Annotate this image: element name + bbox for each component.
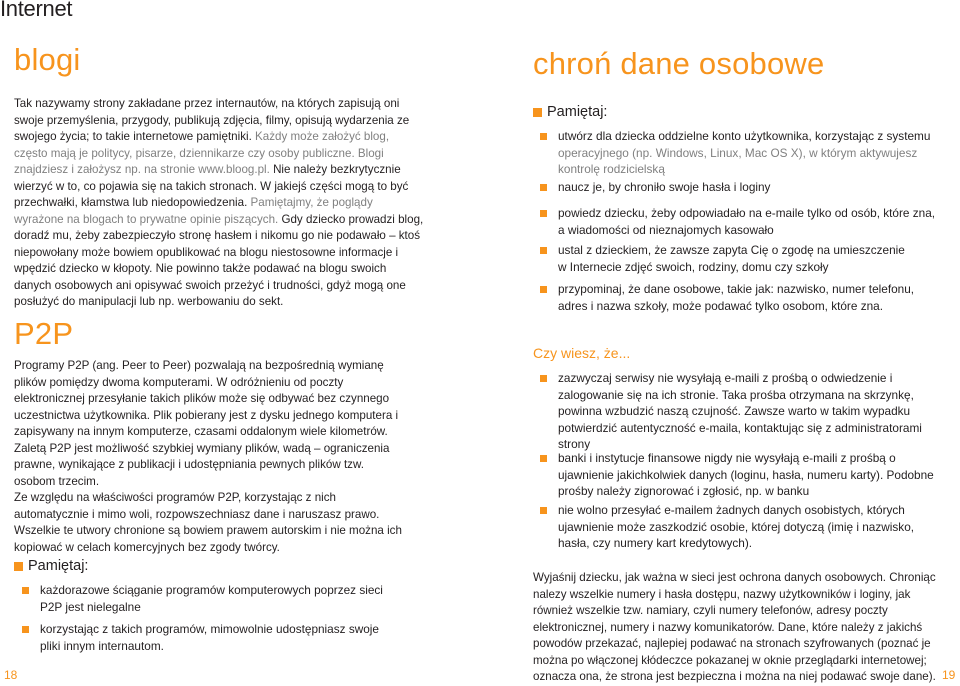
right-remember-text: Pamiętaj: xyxy=(547,104,608,120)
bullet-square-icon xyxy=(540,375,547,382)
bullet-square-icon xyxy=(22,587,29,594)
sentence: Nie powinno także podawać na blogu swoich danych osobowych ani opisywać swoich przeżyć i trudności, gdyż mogą one posłużyć do manipulacji lub np. werbowaniu do sekt. xyxy=(14,262,406,308)
sentence: Nie należy bezkrytycznie wierzyć w to, co pojawia się na takich stronach. W jakiejś części mogą to być przechwałki, kłamstwa lub niedopowiedzenia. xyxy=(14,163,409,209)
list-item: utwórz dla dziecka oddzielne konto użytkownika, korzystając z systemu operacyjnego (np. Windows, Linux, Mac OS X), w którym aktywujesz kontrolę rodzicielską xyxy=(540,128,950,178)
page-number-right: 19 xyxy=(942,668,956,682)
chron-dane-heading: chroń dane osobowe xyxy=(533,46,825,81)
bullet-square-icon xyxy=(22,626,29,633)
sentence: Gdy dziecko prowadzi blog, doradź mu, żeby zabezpieczyło stronę hasłem i nikomu go nie podawało – ktoś niepowołany może bowiem opublikować na blogu niestosowne informacje i wpędzić dziecko w kłopoty. xyxy=(14,212,424,275)
p2p-heading: P2P xyxy=(14,316,74,351)
bullet-square-icon xyxy=(540,247,547,254)
list-item: korzystając z takich programów, mimowolnie udostępniasz swoje pliki innym internautom. xyxy=(22,621,402,654)
page-number-left: 18 xyxy=(4,668,18,682)
right-remember-label xyxy=(533,104,607,120)
bullet-square-icon xyxy=(540,133,547,140)
list-item: każdorazowe ściąganie programów komputerowych poprzez sieci P2P jest nielegalne xyxy=(22,582,402,615)
did-you-know-heading: Czy wiesz, że... xyxy=(533,345,631,361)
blogi-paragraph xyxy=(14,96,424,311)
bullet-square-icon xyxy=(540,184,547,191)
orange-square-icon xyxy=(14,562,23,571)
p2p-remember-list xyxy=(22,582,402,654)
bullet-square-icon xyxy=(540,210,547,217)
sentence: Pamiętajmy, że poglądy wyrażone na blogach to prywatne opinie piszących. xyxy=(14,196,373,226)
bullet-square-icon xyxy=(540,455,547,462)
sentence: Programy P2P (ang. Peer to Peer) pozwalają na bezpośrednią wymianę plików pomiędzy dwoma komputerami. xyxy=(14,359,384,389)
list-item: banki i instytucje finansowe nigdy nie wysyłają e-maili z prośbą o ujawnienie jakichkolwiek danych (loginu, hasła, numeru karty). Podobne prośby należy zignorować i zgłosić, np. w banku xyxy=(540,450,948,500)
list-item: naucz je, by chroniło swoje hasła i loginy xyxy=(540,179,950,196)
bullet-square-icon xyxy=(540,507,547,514)
list-item: zazwyczaj serwisy nie wysyłają e-maili z prośbą o odwiedzenie i zalogowanie się na ich stronie. Taka prośba otrzymana na skrzynkę, powinna wzbudzić naszą czujność. Zawsze warto w takim wypadku potwierdzić autentyczność e-maila, kontaktując się z administratorami strony xyxy=(540,370,945,453)
sentence: Każdy może założyć blog, często mają je politycy, pisarze, dziennikarze czy osoby publiczne. Blogi znajdziesz i założysz np. na stronie www.bloog.pl. xyxy=(14,130,390,176)
p2p-copyright-paragraph: Ze względu na właściwości programów P2P, korzystając z nich automatycznie i mimo woli, rozpowszechniasz dane i naruszasz prawo. Wszelkie te utwory chronione są bowiem prawem autorskim i nie można ich kopiować w celach komercyjnych bez zgody twórcy. xyxy=(14,491,402,554)
sentence: W odróżnieniu od poczty elektronicznej przesyłanie takich plików może się odbywać bez czynnego uczestnictwa użytkownika. xyxy=(14,375,390,422)
p2p-remember-text: Pamiętaj: xyxy=(28,558,89,574)
p2p-paragraph xyxy=(14,358,406,490)
orange-square-icon xyxy=(533,108,542,117)
section-label: Internet xyxy=(0,0,73,21)
sentence: Plik pobierany jest z dysku jednego komputera i zapisywany na innym komputerze, czasami oddalonym wiele kilometrów. xyxy=(14,408,399,438)
list-item: przypominaj, że dane osobowe, takie jak: nazwisko, numer telefonu, adres i nazwa szkoły, może podawać tylko osobom, które zna. xyxy=(540,281,950,314)
sentence: Tak nazywamy strony zakładane przez internautów, na których zapisują oni swoje przemyślenia, przygody, publikują zdjęcia, filmy, opisują wydarzenia ze swojego życia; to takie internetowe pamiętniki. xyxy=(14,97,410,143)
closing-paragraph: Wyjaśnij dziecku, jak ważna w sieci jest ochrona danych osobowych. Chroniąc nalezy wszelkie numery i hasła dostępu, nazwy użytkowników i loginy, jak również wszelkie tzw. namiary, czyli numery telefonów, adresy poczty elektronicznej, numery i nazwy komunikatorów. Dane, które należy z jakichś powodów przekazać, najlepiej podawać na stronach szyfrowanych (poznać je można po włączonej kłódeczce pokazanej w oknie przeglądarki internetowej; oznacza ona, że strona jest bezpieczna i można na niej podawać swoje dane). xyxy=(533,571,936,683)
list-item: nie wolno przesyłać e-mailem żadnych danych osobistych, których ujawnienie może zaszkodzić osobie, której dotyczą (imię i nazwisko, hasła, czy numery kart kredytowych). xyxy=(540,502,940,552)
list-item: powiedz dziecku, żeby odpowiadało na e-maile tylko od osób, które zna, a wiadomości od nieznajomych kasowało xyxy=(540,205,950,238)
p2p-remember-label xyxy=(14,558,88,574)
sentence: Zaletą P2P jest możliwość szybkiej wymiany plików, wadą – ograniczenia prawne, wynikające z publikacji i udostępniania pewnych plików tzw. osobom trzecim. xyxy=(14,441,390,488)
bullet-square-icon xyxy=(540,286,547,293)
blogi-heading: blogi xyxy=(14,42,81,77)
list-item: ustal z dzieckiem, że zawsze zapyta Cię o zgodę na umieszczenie w Internecie zdjęć swoich, rodziny, domu czy szkoły xyxy=(540,242,950,275)
